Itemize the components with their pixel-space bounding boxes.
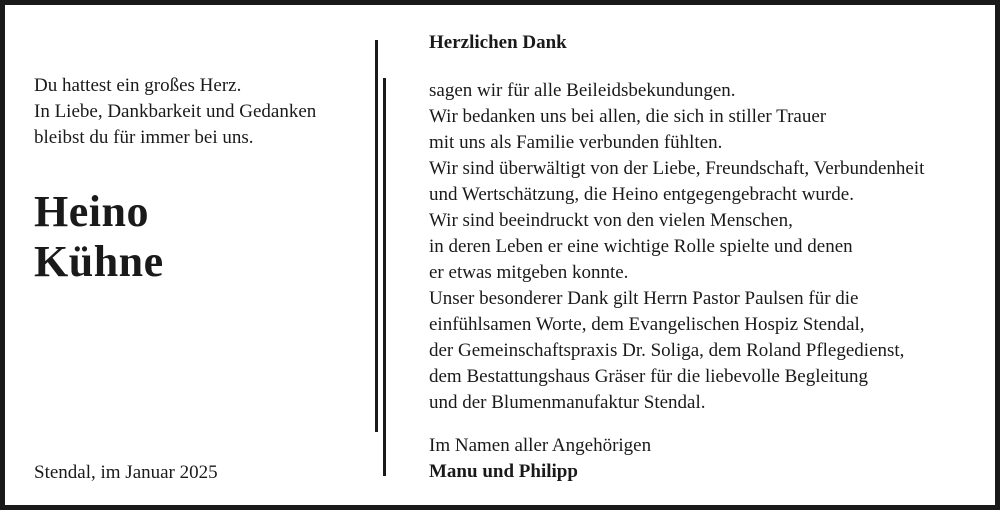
deceased-last-name: Kühne <box>34 237 164 286</box>
deceased-name <box>34 187 164 287</box>
vertical-divider <box>375 40 378 432</box>
thanks-body <box>429 78 989 416</box>
body-line: Unser besonderer Dank gilt Herrn Pastor Paulsen für die <box>429 288 859 309</box>
body-line: Wir sind beeindruckt von den vielen Menschen, <box>429 210 793 231</box>
motto-block <box>34 73 364 151</box>
body-line: und der Blumenmanufaktur Stendal. <box>429 392 706 413</box>
body-line: Wir bedanken uns bei allen, die sich in stiller Trauer <box>429 106 827 127</box>
thanks-heading: Herzlichen Dank <box>429 32 567 53</box>
place-date: Stendal, im Januar 2025 <box>34 462 218 483</box>
motto-line: Du hattest ein großes Herz. <box>34 75 242 96</box>
vertical-divider <box>383 78 386 476</box>
closing-block <box>429 433 651 485</box>
body-line: er etwas mitgeben konnte. <box>429 262 629 283</box>
body-line: und Wertschätzung, die Heino entgegengebracht wurde. <box>429 184 854 205</box>
closing-line: Im Namen aller Angehörigen <box>429 435 652 456</box>
body-line: dem Bestattungshaus Gräser für die liebevolle Begleitung <box>429 366 868 387</box>
body-line: der Gemeinschaftspraxis Dr. Soliga, dem Roland Pflegedienst, <box>429 340 905 361</box>
body-line: mit uns als Familie verbunden fühlten. <box>429 132 723 153</box>
motto-line: In Liebe, Dankbarkeit und Gedanken <box>34 101 317 122</box>
thanks-block <box>429 30 989 416</box>
body-line: sagen wir für alle Beileidsbekundungen. <box>429 80 736 101</box>
body-line: einfühlsamen Worte, dem Evangelischen Hospiz Stendal, <box>429 314 865 335</box>
body-line: Wir sind überwältigt von der Liebe, Freundschaft, Verbundenheit <box>429 158 925 179</box>
signature: Manu und Philipp <box>429 461 578 482</box>
deceased-first-name: Heino <box>34 187 149 236</box>
motto-line: bleibst du für immer bei uns. <box>34 127 254 148</box>
body-line: in deren Leben er eine wichtige Rolle spielte und denen <box>429 236 853 257</box>
